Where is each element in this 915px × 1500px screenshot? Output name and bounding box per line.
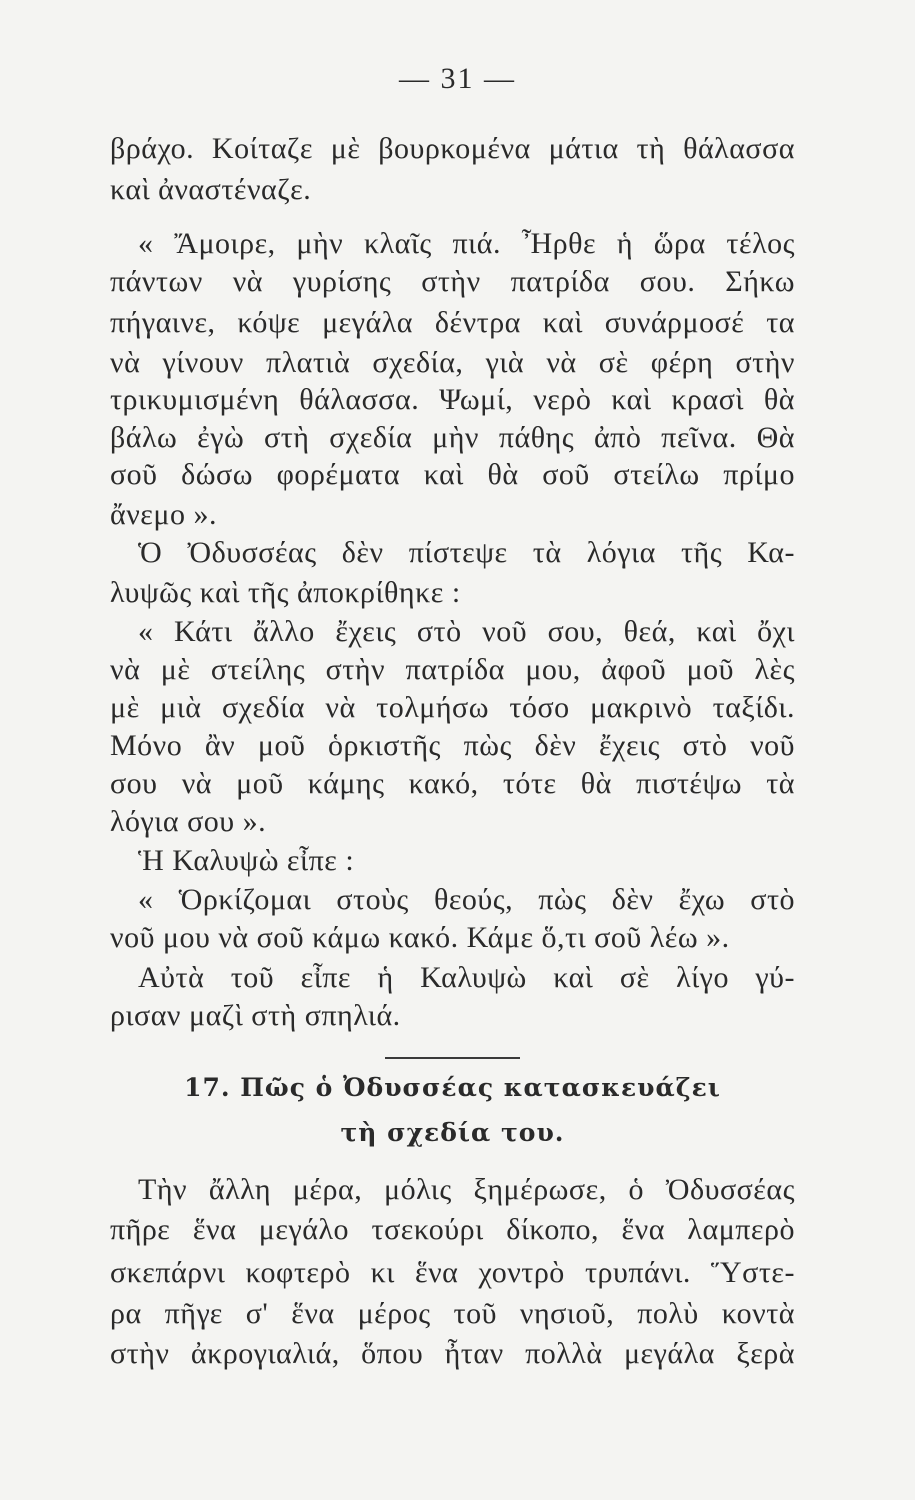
text-line: τρικυμισμένη θάλασσα. Ψωμί, νερὸ καὶ κρασὶ θὰ (110, 383, 795, 416)
text-line: μὲ μιὰ σχεδία νὰ τολμήσω τόσο μακρινὸ ταξίδι. (110, 691, 795, 724)
text-line: « Ὁρκίζομαι στοὺς θεούς, πὼς δὲν ἔχω στὸ (138, 883, 795, 916)
text-line: Τὴν ἄλλη μέρα, μόλις ξημέρωσε, ὁ Ὀδυσσέας (138, 1173, 795, 1206)
text-line: ἄνεμο ». (110, 498, 217, 531)
text-line: λόγια σου ». (110, 805, 267, 838)
text-line: καὶ ἀναστέναζε. (110, 173, 312, 206)
page-number: — 31 — (399, 62, 516, 95)
text-line: νὰ γίνουν πλατιὰ σχεδία, γιὰ νὰ σὲ φέρη στὴν (110, 346, 795, 379)
text-line: πῆρε ἕνα μεγάλο τσεκούρι δίκοπο, ἕνα λαμπερὸ (110, 1213, 795, 1246)
text-line: ρα πῆγε σ' ἕνα μέρος τοῦ νησιοῦ, πολὺ κοντὰ (110, 1297, 795, 1330)
text-line: νὰ μὲ στείλης στὴν πατρίδα μου, ἀφοῦ μοῦ λὲς (110, 653, 795, 686)
text-line: σκεπάρνι κοφτερὸ κι ἕνα χοντρὸ τρυπάνι. Ὕστε- (110, 1256, 795, 1289)
text-line: ρισαν μαζὶ στὴ σπηλιά. (110, 999, 401, 1032)
text-line: « Κάτι ἄλλο ἔχεις στὸ νοῦ σου, θεά, καὶ ὄχι (138, 615, 795, 648)
text-line: νοῦ μου νὰ σοῦ κάμω κακό. Κάμε ὅ,τι σοῦ λέω ». (110, 921, 730, 954)
text-line: σοῦ δώσω φορέματα καὶ θὰ σοῦ στείλω πρίμο (110, 458, 795, 491)
text-line: στὴν ἀκρογιαλιά, ὅπου ἦταν πολλὰ μεγάλα ξερὰ (110, 1337, 795, 1370)
text-line: Ἡ Καλυψὼ εἶπε : (138, 844, 355, 877)
section-divider (385, 1057, 520, 1059)
text-line: Ὁ Ὀδυσσέας δὲν πίστεψε τὰ λόγια τῆς Κα- (138, 536, 795, 569)
section-heading-line-1: 17. Πῶς ὁ Ὀδυσσέας κατασκευάζει (184, 1073, 721, 1102)
text-line: λυψῶς καὶ τῆς ἀποκρίθηκε : (110, 576, 461, 609)
text-line: βάλω ἐγὼ στὴ σχεδία μὴν πάθης ἀπὸ πεῖνα. Θὰ (110, 421, 795, 454)
text-line: σου νὰ μοῦ κάμης κακό, τότε θὰ πιστέψω τὰ (110, 767, 795, 800)
text-line: Αὐτὰ τοῦ εἶπε ἡ Καλυψὼ καὶ σὲ λίγο γύ- (138, 961, 795, 994)
text-line: Μόνο ἂν μοῦ ὁρκιστῆς πὼς δὲν ἔχεις στὸ νοῦ (110, 729, 795, 762)
text-line: « Ἄμοιρε, μὴν κλαῖς πιά. Ἦρθε ἡ ὥρα τέλος (138, 227, 795, 260)
text-line: πάντων νὰ γυρίσης στὴν πατρίδα σου. Σήκω (110, 265, 795, 298)
text-line: βράχο. Κοίταζε μὲ βουρκομένα μάτια τὴ θάλασσα (110, 132, 795, 165)
text-line: πήγαινε, κόψε μεγάλα δέντρα καὶ συνάρμοσέ τα (110, 306, 795, 339)
section-heading-line-2: τὴ σχεδία του. (340, 1118, 565, 1147)
